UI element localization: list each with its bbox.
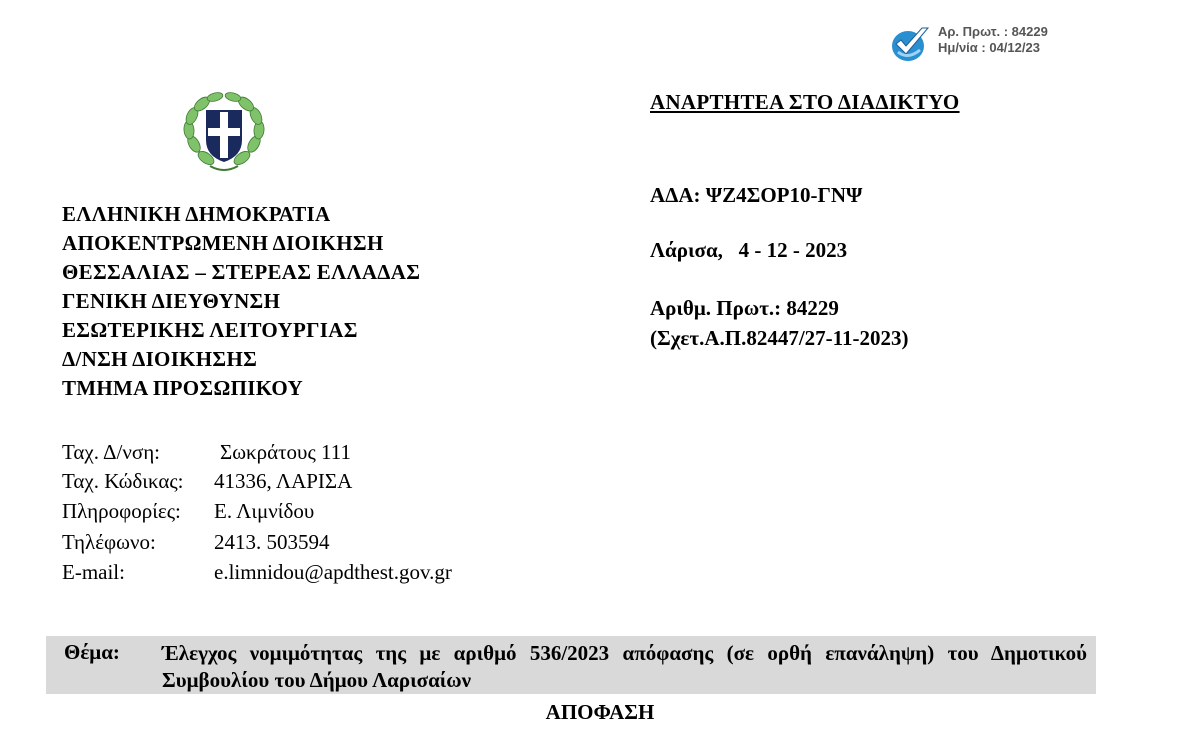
authority-line: ΕΛΛΗΝΙΚΗ ΔΗΜΟΚΡΑΤΙΑ: [62, 202, 331, 226]
greek-emblem-icon: [180, 88, 268, 176]
contact-value: Ε. Λιμνίδου: [214, 499, 315, 523]
stamp-protocol-number: Αρ. Πρωτ. : 84229: [938, 24, 1048, 39]
subject-label: Θέμα:: [64, 640, 120, 664]
decision-title: ΑΠΟΦΑΣΗ: [545, 700, 655, 724]
contact-email: [62, 560, 452, 585]
contact-phone: [62, 530, 330, 555]
stamp-logo-icon: [888, 24, 932, 64]
authority-line: ΘΕΣΣΑΛΙΑΣ – ΣΤΕΡΕΑΣ ΕΛΛΑΔΑΣ: [62, 260, 421, 284]
issuing-authority: [62, 200, 420, 403]
contact-postcode: [62, 469, 353, 494]
protocol-number: Αριθμ. Πρωτ.: 84229: [650, 296, 839, 320]
authority-line: ΕΣΩΤΕΡΙΚΗΣ ΛΕΙΤΟΥΡΓΙΑΣ: [62, 318, 358, 342]
contact-value: Σωκράτους 111: [220, 440, 351, 464]
subject-text: Έλεγχος νομιμότητας της με αριθμό 536/2023 απόφασης (σε ορθή επανάληψη) του Δημοτικού Συμβουλίου του Δήμου Λαρισαίων: [162, 641, 1087, 692]
contact-label: Ταχ. Δ/νση:: [62, 440, 161, 464]
stamp-date: Ημ/νία : 04/12/23: [938, 40, 1040, 55]
authority-line: Δ/ΝΣΗ ΔΙΟΙΚΗΣΗΣ: [62, 347, 258, 371]
document-date: Λάρισα, 4 - 12 - 2023: [650, 238, 848, 262]
contact-label: E-mail:: [62, 560, 125, 584]
contact-info: [62, 499, 315, 524]
ada-code: ΑΔΑ: ΨΖ4ΣΟΡ10-ΓΝΨ: [650, 183, 863, 207]
contact-label: Τηλέφωνο:: [62, 530, 156, 554]
authority-line: ΓΕΝΙΚΗ ΔΙΕΥΘΥΝΣΗ: [62, 289, 281, 313]
related-reference: (Σχετ.Α.Π.82447/27-11-2023): [650, 326, 909, 350]
contact-address: [62, 440, 351, 465]
contact-label: Πληροφορίες:: [62, 499, 181, 523]
contact-value: 41336, ΛΑΡΙΣΑ: [214, 469, 353, 493]
authority-line: ΤΜΗΜΑ ΠΡΟΣΩΠΙΚΟΥ: [62, 376, 303, 400]
contact-email-value: e.limnidou@apdthest.gov.gr: [214, 560, 452, 584]
publish-note: ΑΝΑΡΤΗΤΕΑ ΣΤΟ ΔΙΑΔΙΚΤΥΟ: [650, 90, 960, 114]
authority-line: ΑΠΟΚΕΝΤΡΩΜΕΝΗ ΔΙΟΙΚΗΣΗ: [62, 231, 384, 255]
contact-value: 2413. 503594: [214, 530, 330, 554]
contact-label: Ταχ. Κώδικας:: [62, 469, 184, 493]
